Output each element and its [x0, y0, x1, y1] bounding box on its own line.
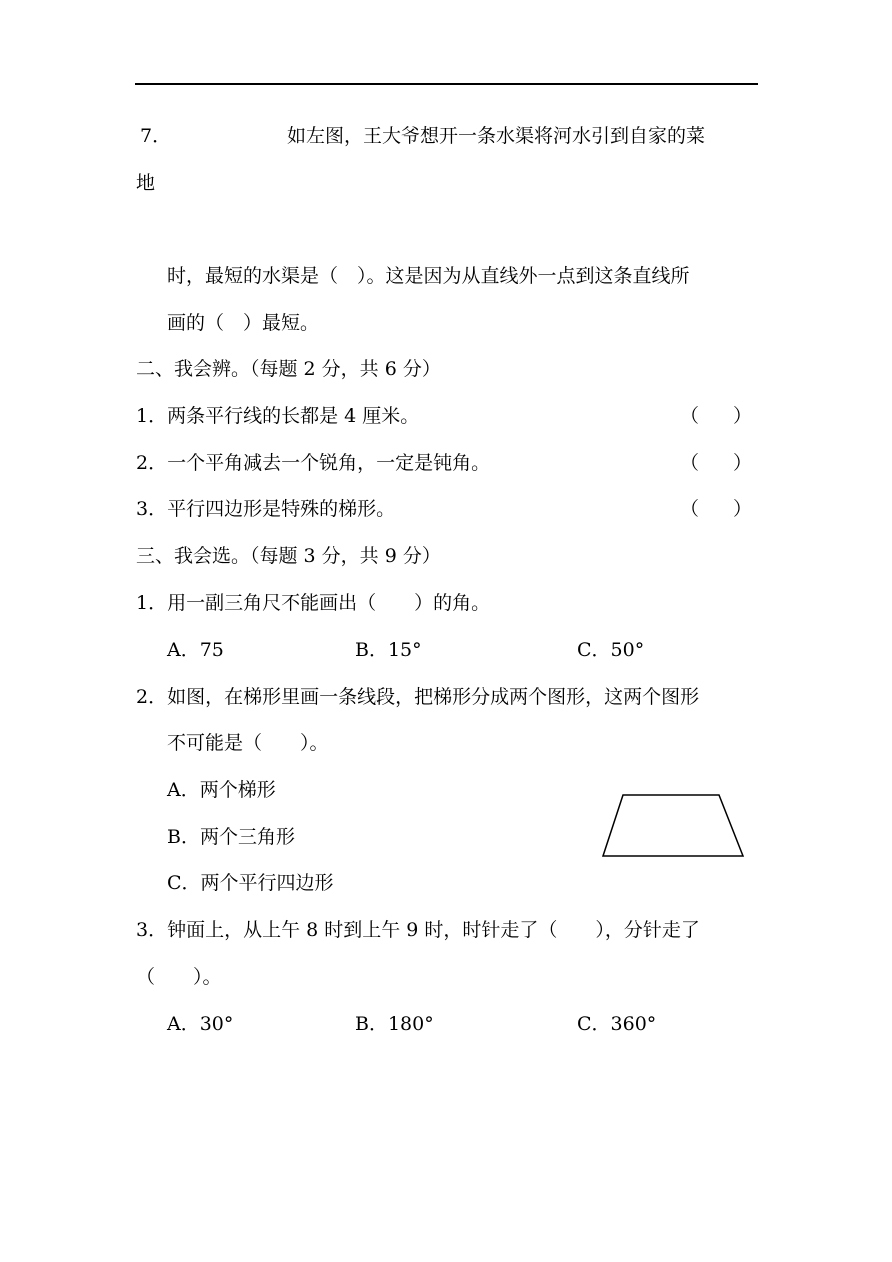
header-rule	[135, 83, 758, 85]
choice-q1-stem: 1．用一副三角尺不能画出（ ）的角。	[136, 592, 491, 614]
choice-q1-option-b[interactable]: B．15°	[355, 639, 422, 661]
answer-blank-2[interactable]	[680, 451, 752, 475]
trapezoid-figure	[602, 793, 746, 859]
answer-blank-3[interactable]	[680, 497, 752, 521]
q7-line3: 画的（ ）最短。	[167, 312, 320, 334]
choice-q1-option-c[interactable]: C．50°	[577, 639, 645, 661]
choice-q3-stem-line2: （ ）。	[136, 966, 222, 988]
judge-item-2: 2．一个平角减去一个锐角，一定是钝角。	[136, 452, 491, 474]
section2-heading: 二、我会辨。（每题 2 分，共 6 分）	[136, 358, 441, 380]
q7-line2: 时，最短的水渠是（ ）。这是因为从直线外一点到这条直线所	[167, 265, 690, 287]
choice-q3-option-b[interactable]: B．180°	[355, 1013, 434, 1035]
choice-q2-option-b[interactable]: B．两个三角形	[167, 826, 295, 848]
trapezoid-shape	[603, 795, 743, 856]
choice-q2-option-c[interactable]: C．两个平行四边形	[167, 872, 334, 894]
choice-q1-option-a[interactable]: A．75	[167, 639, 224, 661]
q7-line1: 如左图，王大爷想开一条水渠将河水引到自家的菜	[287, 125, 706, 147]
choice-q3-option-a[interactable]: A．30°	[167, 1013, 234, 1035]
choice-q2-stem-line2: 不可能是（ ）。	[167, 732, 329, 754]
choice-q2-option-a[interactable]: A．两个梯形	[167, 779, 276, 801]
paren-open: （	[680, 498, 700, 520]
answer-blank-1[interactable]	[680, 404, 752, 428]
paren-open: （	[680, 452, 700, 474]
q7-number: 7．	[140, 125, 172, 147]
choice-q3-stem-line1: 3．钟面上，从上午 8 时到上午 9 时，时针走了（ ），分针走了	[136, 919, 700, 941]
paren-close: ）	[733, 405, 753, 427]
judge-item-3: 3．平行四边形是特殊的梯形。	[136, 498, 396, 520]
paren-close: ）	[733, 452, 753, 474]
choice-q3-option-c[interactable]: C．360°	[577, 1013, 657, 1035]
choice-q2-stem-line1: 2．如图，在梯形里画一条线段，把梯形分成两个图形，这两个图形	[136, 686, 700, 708]
q7-line1-continued: 地	[136, 172, 156, 194]
paren-close: ）	[733, 498, 753, 520]
section3-heading: 三、我会选。（每题 3 分，共 9 分）	[136, 545, 441, 567]
paren-open: （	[680, 405, 700, 427]
judge-item-1: 1．两条平行线的长都是 4 厘米。	[136, 405, 420, 427]
